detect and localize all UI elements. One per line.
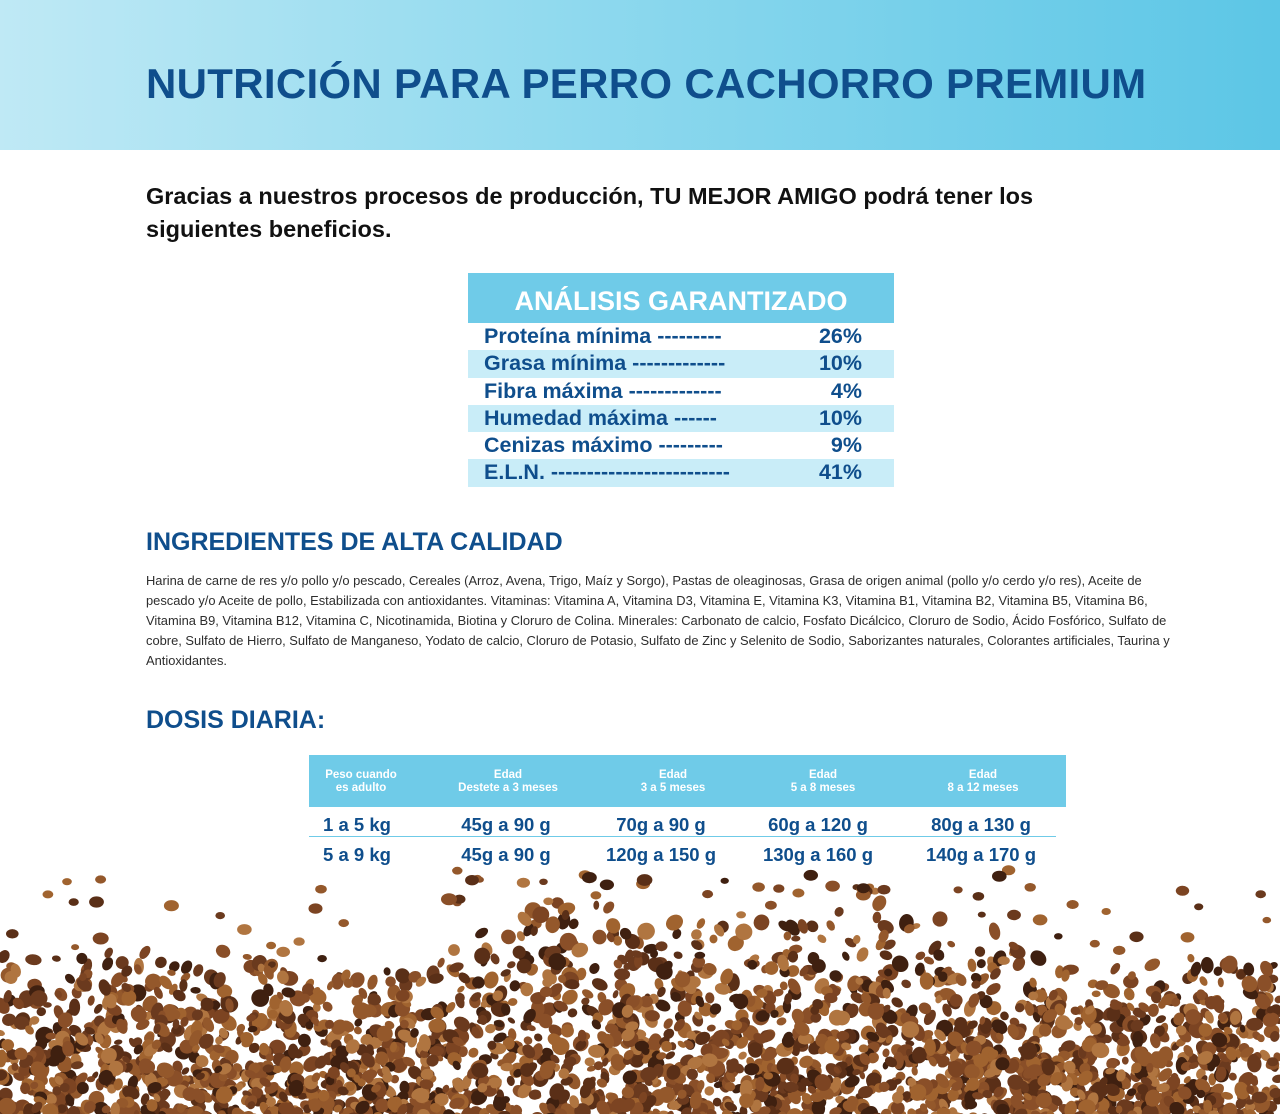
guaranteed-analysis-table	[468, 273, 894, 487]
analysis-label: E.L.N. -------------------------	[484, 460, 730, 485]
dosage-cell: 80g a 130 g	[931, 814, 1031, 835]
header-line: Edad	[808, 769, 838, 781]
daily-dosage-table	[309, 755, 1066, 866]
dosage-header-age	[458, 769, 558, 795]
dog-food-kibble-image	[0, 860, 1280, 1114]
dosage-row	[309, 807, 1056, 837]
dosage-cell: 45g a 90 g	[461, 814, 551, 835]
page-title: NUTRICIÓN PARA PERRO CACHORRO PREMIUM	[146, 60, 1147, 107]
analysis-value: 41%	[818, 460, 862, 485]
analysis-value: 10%	[818, 351, 862, 376]
analysis-value: 10%	[818, 405, 862, 430]
dosage-cell: 60g a 120 g	[768, 814, 868, 835]
analysis-row	[468, 459, 894, 486]
header-line: Destete a 3 meses	[458, 782, 558, 794]
analysis-label: Grasa mínima -------------	[484, 351, 726, 376]
dosage-cell: 120g a 150 g	[605, 844, 717, 865]
analysis-row	[468, 378, 894, 405]
analysis-label: Humedad máxima ------	[484, 405, 717, 430]
analysis-row	[468, 432, 894, 459]
dosage-header-row	[309, 755, 1066, 807]
kibble-pile	[0, 865, 1280, 1114]
dosage-cell: 1 a 5 kg	[323, 814, 391, 835]
ingredients-title: INGREDIENTES DE ALTA CALIDAD	[146, 528, 563, 556]
analysis-row	[468, 323, 894, 350]
dosage-cell: 5 a 9 kg	[323, 844, 391, 865]
analysis-row	[468, 350, 894, 377]
dosage-cell: 130g a 160 g	[762, 844, 874, 865]
analysis-label: Proteína mínima ---------	[484, 324, 722, 348]
header-line: Edad	[658, 769, 688, 781]
dosage-header-age	[948, 769, 1019, 795]
header-line: 8 a 12 meses	[947, 782, 1019, 794]
dosage-title: DOSIS DIARIA:	[146, 706, 326, 734]
analysis-value: 26%	[818, 324, 862, 348]
analysis-label: Cenizas máximo ---------	[484, 433, 723, 458]
analysis-value: 9%	[830, 433, 862, 458]
header-line: Edad	[493, 769, 523, 781]
dosage-cell: 45g a 90 g	[461, 844, 551, 865]
analysis-label: Fibra máxima -------------	[484, 378, 722, 403]
analysis-title: ANÁLISIS GARANTIZADO	[468, 273, 894, 323]
dosage-header-age	[641, 769, 706, 795]
dosage-header-weight	[325, 769, 397, 795]
dosage-cell: 70g a 90 g	[616, 814, 706, 835]
header-line: Edad	[968, 769, 998, 781]
dosage-cell: 140g a 170 g	[925, 844, 1037, 865]
header-line: 5 a 8 meses	[790, 782, 856, 794]
intro-text: Gracias a nuestros procesos de producción, TU MEJOR AMIGO podrá tener los siguientes beneficios.	[146, 183, 1034, 242]
ingredients-text: Harina de carne de res y/o pollo y/o pescado, Cereales (Arroz, Avena, Trigo, Maíz y Sorgo), Pastas de oleaginosas, Grasa de origen animal (pollo y/o cerdo y/o res), Aceite de pescado y/o Aceite de pollo, Estabilizada con antioxidantes. Vitaminas: Vitamina A, Vitamina D3, Vitamina E, Vitamina K3, Vitamina B1, Vitamina B2, Vitamina B5, Vitamina B6, Vitamina B9, Vitamina B12, Vitamina C, Nicotinamida, Biotina y Cloruro de Colina. Minerales: Carbonato de calcio, Fosfato Dicálcico, Cloruro de Sodio, Ácido Fosfórico, Sulfato de cobre, Sulfato de Hierro, Sulfato de Manganeso, Yodato de calcio, Cloruro de Potasio, Sulfato de Zinc y Selenito de Sodio, Saborizantes naturales, Colorantes artificiales, Taurina y Antioxidantes.	[146, 573, 1170, 668]
dosage-header-age	[791, 769, 856, 795]
analysis-row	[468, 405, 894, 432]
header-line: es adulto	[335, 782, 387, 794]
analysis-value: 4%	[830, 378, 862, 403]
header-line: 3 a 5 meses	[640, 782, 706, 794]
header-line: Peso cuando	[325, 769, 397, 781]
header-banner	[0, 0, 1280, 150]
